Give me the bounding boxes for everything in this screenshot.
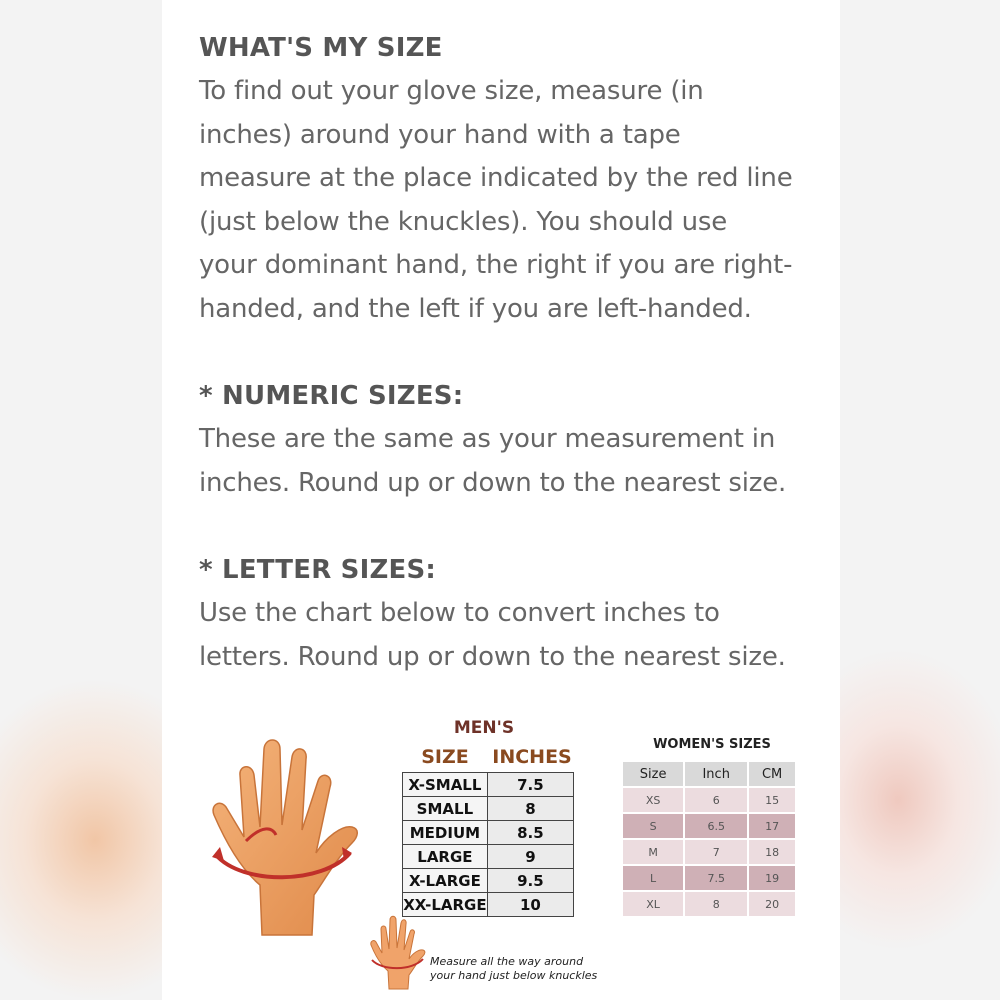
- section-body: [199, 592, 829, 679]
- column-header: Inch: [685, 762, 747, 786]
- table-cell: XL: [623, 892, 683, 916]
- size-cell: LARGE: [403, 845, 488, 869]
- table-cell: L: [623, 866, 683, 890]
- background-blur-left: [0, 0, 162, 1000]
- table-row: [403, 821, 574, 845]
- section-body: [199, 70, 829, 332]
- table-cell: 19: [749, 866, 795, 890]
- table-row: [623, 866, 795, 890]
- mens-header-inches: INCHES: [492, 746, 572, 768]
- size-cell: XX-LARGE: [403, 893, 488, 917]
- table-cell: 7.5: [685, 866, 747, 890]
- table-cell: S: [623, 814, 683, 838]
- table-row: [403, 869, 574, 893]
- table-cell: 6: [685, 788, 747, 812]
- inch-cell: 8.5: [487, 821, 573, 845]
- body-line: These are the same as your measurement in: [199, 424, 776, 454]
- body-line: (just below the knuckles). You should use: [199, 206, 728, 237]
- table-cell: XS: [623, 788, 683, 812]
- table-row: [623, 892, 795, 916]
- mens-chart-title: MEN'S: [453, 718, 515, 738]
- section-body: [199, 418, 829, 505]
- body-line: inches) around your hand with a tape: [199, 119, 681, 150]
- table-cell: 15: [749, 788, 795, 812]
- caption-line: your hand just below knuckles: [430, 969, 598, 982]
- table-row: [623, 840, 795, 864]
- size-cell: SMALL: [403, 797, 488, 821]
- table-cell: M: [623, 840, 683, 864]
- inch-cell: 7.5: [487, 773, 573, 797]
- inch-cell: 9.5: [487, 869, 573, 893]
- womens-chart-title: WOMEN'S SIZES: [653, 737, 771, 752]
- body-line: To find out your glove size, measure (in: [199, 76, 704, 106]
- body-line: letters. Round up or down to the nearest size.: [199, 641, 786, 672]
- table-row: [403, 845, 574, 869]
- inch-cell: 9: [487, 845, 573, 869]
- caption-line: Measure all the way around: [430, 955, 584, 968]
- mens-size-table: [402, 772, 574, 917]
- body-line: measure at the place indicated by the red line: [199, 163, 793, 194]
- section-numeric-sizes: [199, 374, 829, 505]
- column-header: CM: [749, 762, 795, 786]
- table-cell: 20: [749, 892, 795, 916]
- size-cell: X-SMALL: [403, 773, 488, 797]
- table-header-row: [623, 762, 795, 786]
- size-cell: X-LARGE: [403, 869, 488, 893]
- measure-caption: [430, 955, 620, 983]
- inch-cell: 8: [487, 797, 573, 821]
- mens-header-size: SIZE: [421, 746, 469, 768]
- table-row: [403, 797, 574, 821]
- section-heading: WHAT'S MY SIZE: [199, 33, 443, 63]
- table-row: [403, 893, 574, 917]
- body-line: inches. Round up or down to the nearest size.: [199, 467, 787, 498]
- section-heading: * LETTER SIZES:: [199, 555, 437, 585]
- table-cell: 7: [685, 840, 747, 864]
- table-row: [623, 814, 795, 838]
- body-line: handed, and the left if you are left-handed.: [199, 293, 752, 324]
- hand-measure-icon: [202, 735, 372, 940]
- womens-size-table: [621, 760, 797, 918]
- size-guide-card: [162, 0, 840, 1000]
- table-row: [623, 788, 795, 812]
- section-letter-sizes: [199, 548, 829, 679]
- body-line: your dominant hand, the right if you are right-: [199, 250, 793, 281]
- section-whats-my-size: [199, 26, 829, 332]
- background-blur-right: [838, 0, 1000, 1000]
- column-header: Size: [623, 762, 683, 786]
- table-cell: 6.5: [685, 814, 747, 838]
- small-hand-measure-icon: [367, 915, 431, 991]
- size-cell: MEDIUM: [403, 821, 488, 845]
- body-line: Use the chart below to convert inches to: [199, 598, 720, 628]
- table-cell: 18: [749, 840, 795, 864]
- table-cell: 17: [749, 814, 795, 838]
- table-cell: 8: [685, 892, 747, 916]
- table-row: [403, 773, 574, 797]
- inch-cell: 10: [487, 893, 573, 917]
- section-heading: * NUMERIC SIZES:: [199, 381, 464, 411]
